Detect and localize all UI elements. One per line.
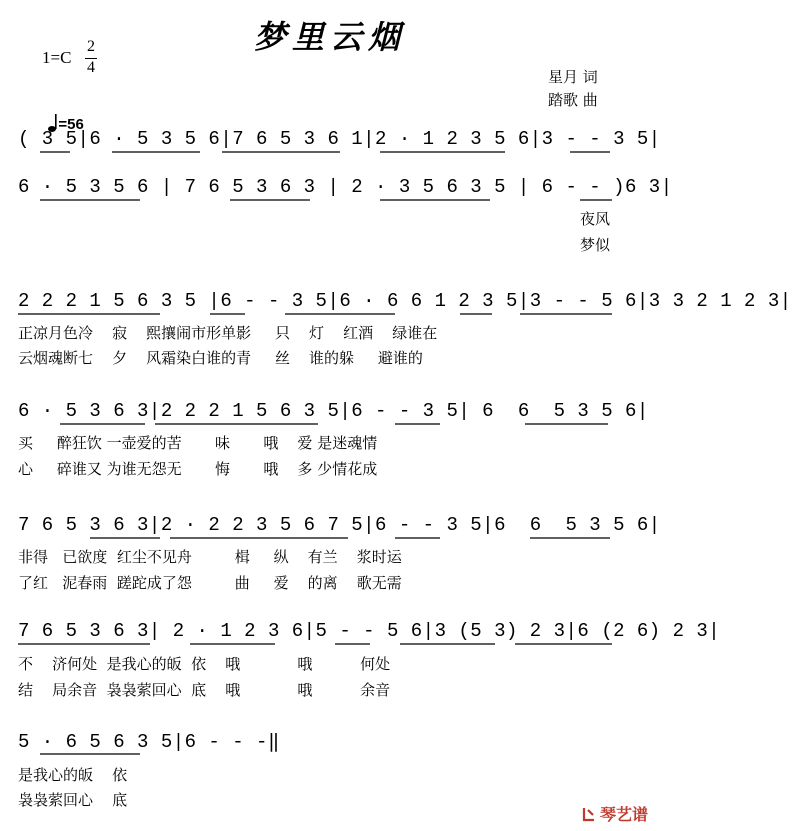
system-6-notation: 7 6 5 3 6 3| 2 · 1 2 3 6|5 - - 5 6|3 (5 3) 2 3|6 (2 6) 2 3| bbox=[18, 620, 721, 642]
system-2-underlines bbox=[0, 198, 660, 204]
system-4-lyric-verse-2: 心 碎谁又 为谁无怨无 悔 哦 多 少情花成 bbox=[18, 460, 378, 478]
time-signature-bottom: 4 bbox=[87, 59, 95, 76]
system-7-underlines bbox=[0, 752, 660, 758]
system-2-lyric-verse-2: 梦似 bbox=[580, 236, 611, 254]
system-7-lyric-verse-1: 是我心的皈 依 bbox=[18, 766, 128, 784]
system-4-lyric-verse-1: 买 醉狂饮 一壶爱的苦 味 哦 爱 是迷魂情 bbox=[18, 434, 378, 452]
system-6-underlines bbox=[0, 642, 660, 648]
system-6-lyric-verse-2: 结 局余音 袅袅萦回心 底 哦 哦 余音 bbox=[18, 681, 391, 699]
system-7-notation: 5 · 6 5 6 3 5|6 - - -‖ bbox=[18, 731, 280, 753]
system-4-notation: 6 · 5 3 6 3|2 2 2 1 5 6 3 5|6 - - 3 5| 6 6 5 3 5 6| bbox=[18, 400, 649, 422]
system-5-underlines bbox=[0, 536, 660, 542]
system-1-underlines bbox=[0, 150, 660, 156]
system-5-notation: 7 6 5 3 6 3|2 · 2 2 3 5 6 7 5|6 - - 3 5|6 6 5 3 5 6| bbox=[18, 514, 661, 536]
system-7-lyric-verse-2: 袅袅萦回心 底 bbox=[18, 791, 128, 809]
system-2-notation: 6 · 5 3 5 6 | 7 6 5 3 6 3 | 2 · 3 5 6 3 5 | 6 - - )6 3| bbox=[18, 176, 673, 198]
lyricist-credit: 星月 词 bbox=[548, 68, 598, 86]
watermark-logo-text: 琴艺谱 bbox=[599, 805, 648, 824]
tempo-value: =56 bbox=[58, 116, 84, 133]
watermark-logo bbox=[582, 802, 648, 825]
system-2-lyric-verse-1: 夜风 bbox=[580, 210, 611, 228]
system-3-notation: 2 2 2 1 5 6 3 5 |6 - - 3 5|6 · 6 6 1 2 3 5|3 - - 5 6|3 3 2 1 2 3| bbox=[18, 290, 792, 312]
system-1-notation: ( 3 5|6 · 5 3 5 6|7 6 5 3 6 1|2 · 1 2 3 5 6|3 - - 3 5| bbox=[18, 128, 661, 150]
qinyipu-logo-icon bbox=[582, 806, 596, 822]
system-3-lyric-verse-1: 正凉月色冷 寂 熙攘闹市形单影 只 灯 红酒 绿谁在 bbox=[18, 324, 438, 342]
system-6-lyric-verse-1: 不 济何处 是我心的皈 依 哦 哦 何处 bbox=[18, 655, 391, 673]
time-signature-top: 2 bbox=[87, 38, 95, 55]
key-signature: 1=C bbox=[42, 48, 72, 67]
system-4-underlines bbox=[0, 422, 660, 428]
system-3-lyric-verse-2: 云烟魂断七 夕 风霜染白谁的青 丝 谁的躲 避谁的 bbox=[18, 349, 423, 367]
system-3-underlines bbox=[0, 312, 660, 318]
composer-credit: 踏歌 曲 bbox=[548, 91, 598, 109]
song-title: 梦里云烟 bbox=[253, 18, 406, 56]
system-5-lyric-verse-1: 非得 已欲度 红尘不见舟 楫 纵 有兰 浆时运 bbox=[18, 548, 402, 566]
system-5-lyric-verse-2: 了红 泥春雨 蹉跎成了怨 曲 爱 的离 歌无需 bbox=[18, 574, 402, 592]
